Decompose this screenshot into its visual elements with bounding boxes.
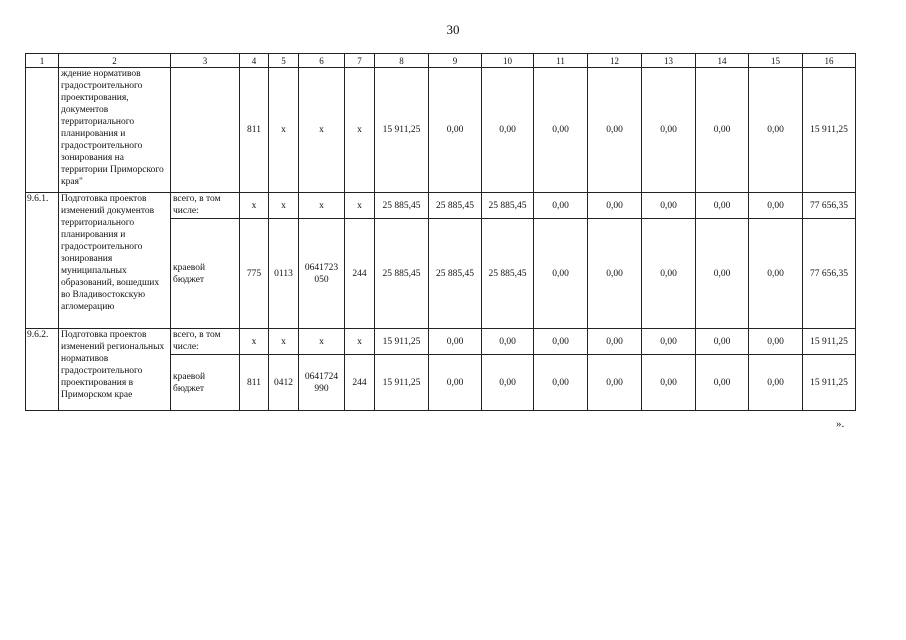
table-cell: 0412	[269, 355, 299, 411]
table-cell: х	[240, 193, 269, 219]
column-header: 13	[642, 54, 696, 68]
table-cell: 0,00	[696, 193, 749, 219]
table-cell: 0,00	[429, 68, 482, 193]
funding-source	[171, 68, 240, 193]
table-cell: 0,00	[482, 68, 534, 193]
row-number: 9.6.1.	[26, 193, 59, 329]
row-number: 9.6.2.	[26, 329, 59, 411]
header-row	[26, 54, 856, 68]
table-cell: х	[345, 329, 375, 355]
row-description: Подготовка проектов изменений региональных нормативов градостроительного проектирования в Приморском крае	[59, 329, 171, 411]
table-cell: 25 885,45	[375, 193, 429, 219]
table-row	[26, 329, 856, 355]
table-cell: 0,00	[696, 355, 749, 411]
table-cell: 15 911,25	[375, 355, 429, 411]
table-cell: 0,00	[642, 68, 696, 193]
table-cell: 25 885,45	[429, 193, 482, 219]
table-cell: 0,00	[696, 329, 749, 355]
budget-table	[25, 53, 856, 411]
table-cell: 0641724 990	[299, 355, 345, 411]
table-cell: 0,00	[749, 68, 803, 193]
table-cell: 0,00	[588, 355, 642, 411]
table-row	[26, 68, 856, 193]
table-cell: 0,00	[534, 68, 588, 193]
table-cell: х	[345, 193, 375, 219]
table-cell: 0,00	[642, 329, 696, 355]
table-cell: 0,00	[482, 355, 534, 411]
table-cell: х	[269, 193, 299, 219]
column-header: 10	[482, 54, 534, 68]
funding-source: всего, в том числе:	[171, 193, 240, 219]
table-cell: х	[345, 68, 375, 193]
column-header: 3	[171, 54, 240, 68]
table-cell: 811	[240, 355, 269, 411]
table-cell: 0,00	[696, 219, 749, 329]
table-cell: 0,00	[534, 329, 588, 355]
table-cell: 0,00	[482, 329, 534, 355]
table-cell: 775	[240, 219, 269, 329]
table-cell: х	[299, 68, 345, 193]
funding-source: краевой бюджет	[171, 355, 240, 411]
funding-source: всего, в том числе:	[171, 329, 240, 355]
table-cell: 77 656,35	[803, 193, 856, 219]
table-cell: х	[299, 329, 345, 355]
funding-source: краевой бюджет	[171, 219, 240, 329]
table-cell: 0,00	[749, 355, 803, 411]
table-cell: 15 911,25	[375, 68, 429, 193]
table-cell: 0,00	[642, 193, 696, 219]
column-header: 9	[429, 54, 482, 68]
table-cell: 25 885,45	[429, 219, 482, 329]
table-cell: х	[269, 68, 299, 193]
table-cell: 0,00	[749, 329, 803, 355]
page-number: 30	[446, 22, 460, 37]
table-cell: х	[269, 329, 299, 355]
table-cell: 0,00	[588, 329, 642, 355]
table-cell: 244	[345, 219, 375, 329]
table-cell: 811	[240, 68, 269, 193]
table-cell: 0,00	[429, 355, 482, 411]
table-cell: 0,00	[749, 193, 803, 219]
table-cell: 25 885,45	[482, 193, 534, 219]
column-header: 6	[299, 54, 345, 68]
table-cell: 0,00	[749, 219, 803, 329]
table-cell: 0,00	[642, 355, 696, 411]
table-cell: 0,00	[534, 219, 588, 329]
table-cell: 0,00	[642, 219, 696, 329]
table-cell: 15 911,25	[375, 329, 429, 355]
column-header: 12	[588, 54, 642, 68]
table-cell: 15 911,25	[803, 355, 856, 411]
table-cell: 25 885,45	[482, 219, 534, 329]
column-header: 7	[345, 54, 375, 68]
row-number	[26, 68, 59, 193]
table-cell: х	[240, 329, 269, 355]
table-cell: 15 911,25	[803, 329, 856, 355]
table-cell: 0641723 050	[299, 219, 345, 329]
column-header: 16	[803, 54, 856, 68]
column-header: 15	[749, 54, 803, 68]
table-row	[26, 193, 856, 219]
row-description: ждение нормативов градостроительного проектирования, документов территориального планирования и градостроительного зонирования на территории Приморского края"	[59, 68, 171, 193]
column-header: 5	[269, 54, 299, 68]
table-cell: 0,00	[588, 68, 642, 193]
table-cell: 77 656,35	[803, 219, 856, 329]
table-cell: 0,00	[696, 68, 749, 193]
column-header: 8	[375, 54, 429, 68]
table-cell: 15 911,25	[803, 68, 856, 193]
table-cell: 0,00	[429, 329, 482, 355]
row-description: Подготовка проектов изменений документов территориального планирования и градостроительного зонирования муниципальных образований, вошедших во Владивостокскую агломерацию	[59, 193, 171, 329]
table-cell: 244	[345, 355, 375, 411]
table-cell: 0113	[269, 219, 299, 329]
column-header: 11	[534, 54, 588, 68]
column-header: 14	[696, 54, 749, 68]
table-cell: 0,00	[588, 219, 642, 329]
table-cell: 25 885,45	[375, 219, 429, 329]
column-header: 4	[240, 54, 269, 68]
closing-quote-mark: ».	[836, 418, 845, 430]
column-header: 2	[59, 54, 171, 68]
column-header: 1	[26, 54, 59, 68]
table-cell: х	[299, 193, 345, 219]
table-cell: 0,00	[588, 193, 642, 219]
table-cell: 0,00	[534, 355, 588, 411]
table-cell: 0,00	[534, 193, 588, 219]
